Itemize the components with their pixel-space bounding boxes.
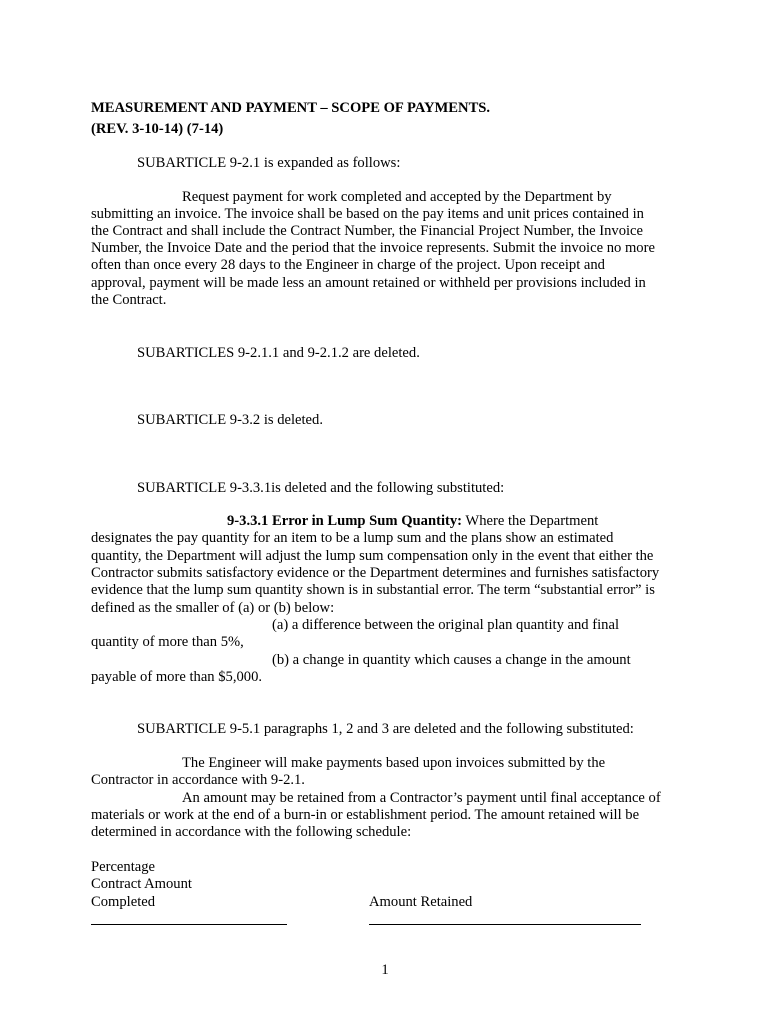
paragraph-line: quantity, the Department will adjust the lump sum compensation only in the event that either the	[91, 548, 654, 564]
subarticle-9-3-2-deleted: SUBARTICLE 9-3.2 is deleted.	[137, 412, 323, 428]
page-number: 1	[381, 962, 389, 978]
paragraph-line: Contractor submits satisfactory evidence or the Department determines and furnishes satisfactory	[91, 565, 660, 581]
paragraph-line: the Contract and shall include the Contract Number, the Financial Project Number, the Invoice	[91, 223, 644, 239]
paragraph-line: Number, the Invoice Date and the period that the invoice represents. Submit the invoice no more	[91, 240, 655, 256]
paragraph-line: The Engineer will make payments based upon invoices submitted by the	[182, 755, 606, 771]
paragraph-line: submitting an invoice. The invoice shall be based on the pay items and unit prices contained in	[91, 206, 644, 222]
paragraph-heading: 9-3.3.1 Error in Lump Sum Quantity:	[227, 513, 463, 529]
paragraph-line: determined in accordance with the following schedule:	[91, 824, 412, 840]
column-header-line: Contract Amount	[91, 876, 192, 892]
table-rule-left	[91, 924, 287, 925]
paragraph-line: Request payment for work completed and accepted by the Department by	[182, 189, 612, 205]
column-header-amount-retained: Amount Retained	[369, 894, 473, 910]
subarticle-9-2-1-1-deleted: SUBARTICLES 9-2.1.1 and 9-2.1.2 are deleted.	[137, 345, 420, 361]
revision-line: (REV. 3-10-14) (7-14)	[91, 121, 224, 137]
item-a-continuation: quantity of more than 5%,	[91, 634, 244, 650]
subarticle-9-2-1-intro: SUBARTICLE 9-2.1 is expanded as follows:	[137, 155, 401, 171]
column-header-line: Percentage	[91, 859, 156, 875]
paragraph-line: defined as the smaller of (a) or (b) below:	[91, 600, 335, 616]
paragraph-text: Where the Department	[465, 513, 599, 529]
item-a-line: (a) a difference between the original plan quantity and final	[272, 617, 619, 633]
section-title: MEASUREMENT AND PAYMENT – SCOPE OF PAYMENTS.	[91, 100, 491, 116]
paragraph-line: the Contract.	[91, 292, 167, 308]
paragraph-line: evidence that the lump sum quantity shown is in substantial error. The term “substantial error” is	[91, 582, 655, 598]
paragraph-first-line	[227, 513, 598, 531]
subarticle-9-3-3-1-intro: SUBARTICLE 9-3.3.1is deleted and the following substituted:	[137, 480, 505, 496]
paragraph-line: materials or work at the end of a burn-in or establishment period. The amount retained will be	[91, 807, 640, 823]
paragraph-line: Contractor in accordance with 9-2.1.	[91, 772, 305, 788]
paragraph-line: often than once every 28 days to the Engineer in charge of the project. Upon receipt and	[91, 257, 605, 273]
table-rule-right	[369, 924, 641, 925]
paragraph-line: An amount may be retained from a Contractor’s payment until final acceptance of	[182, 790, 661, 806]
item-b-line: (b) a change in quantity which causes a change in the amount	[272, 652, 631, 668]
item-b-continuation: payable of more than $5,000.	[91, 669, 263, 685]
paragraph-line: approval, payment will be made less an amount retained or withheld per provisions included in	[91, 275, 646, 291]
paragraph-line: designates the pay quantity for an item to be a lump sum and the plans show an estimated	[91, 530, 614, 546]
column-header-line: Completed	[91, 894, 156, 910]
subarticle-9-5-1-intro: SUBARTICLE 9-5.1 paragraphs 1, 2 and 3 are deleted and the following substituted:	[137, 721, 634, 737]
